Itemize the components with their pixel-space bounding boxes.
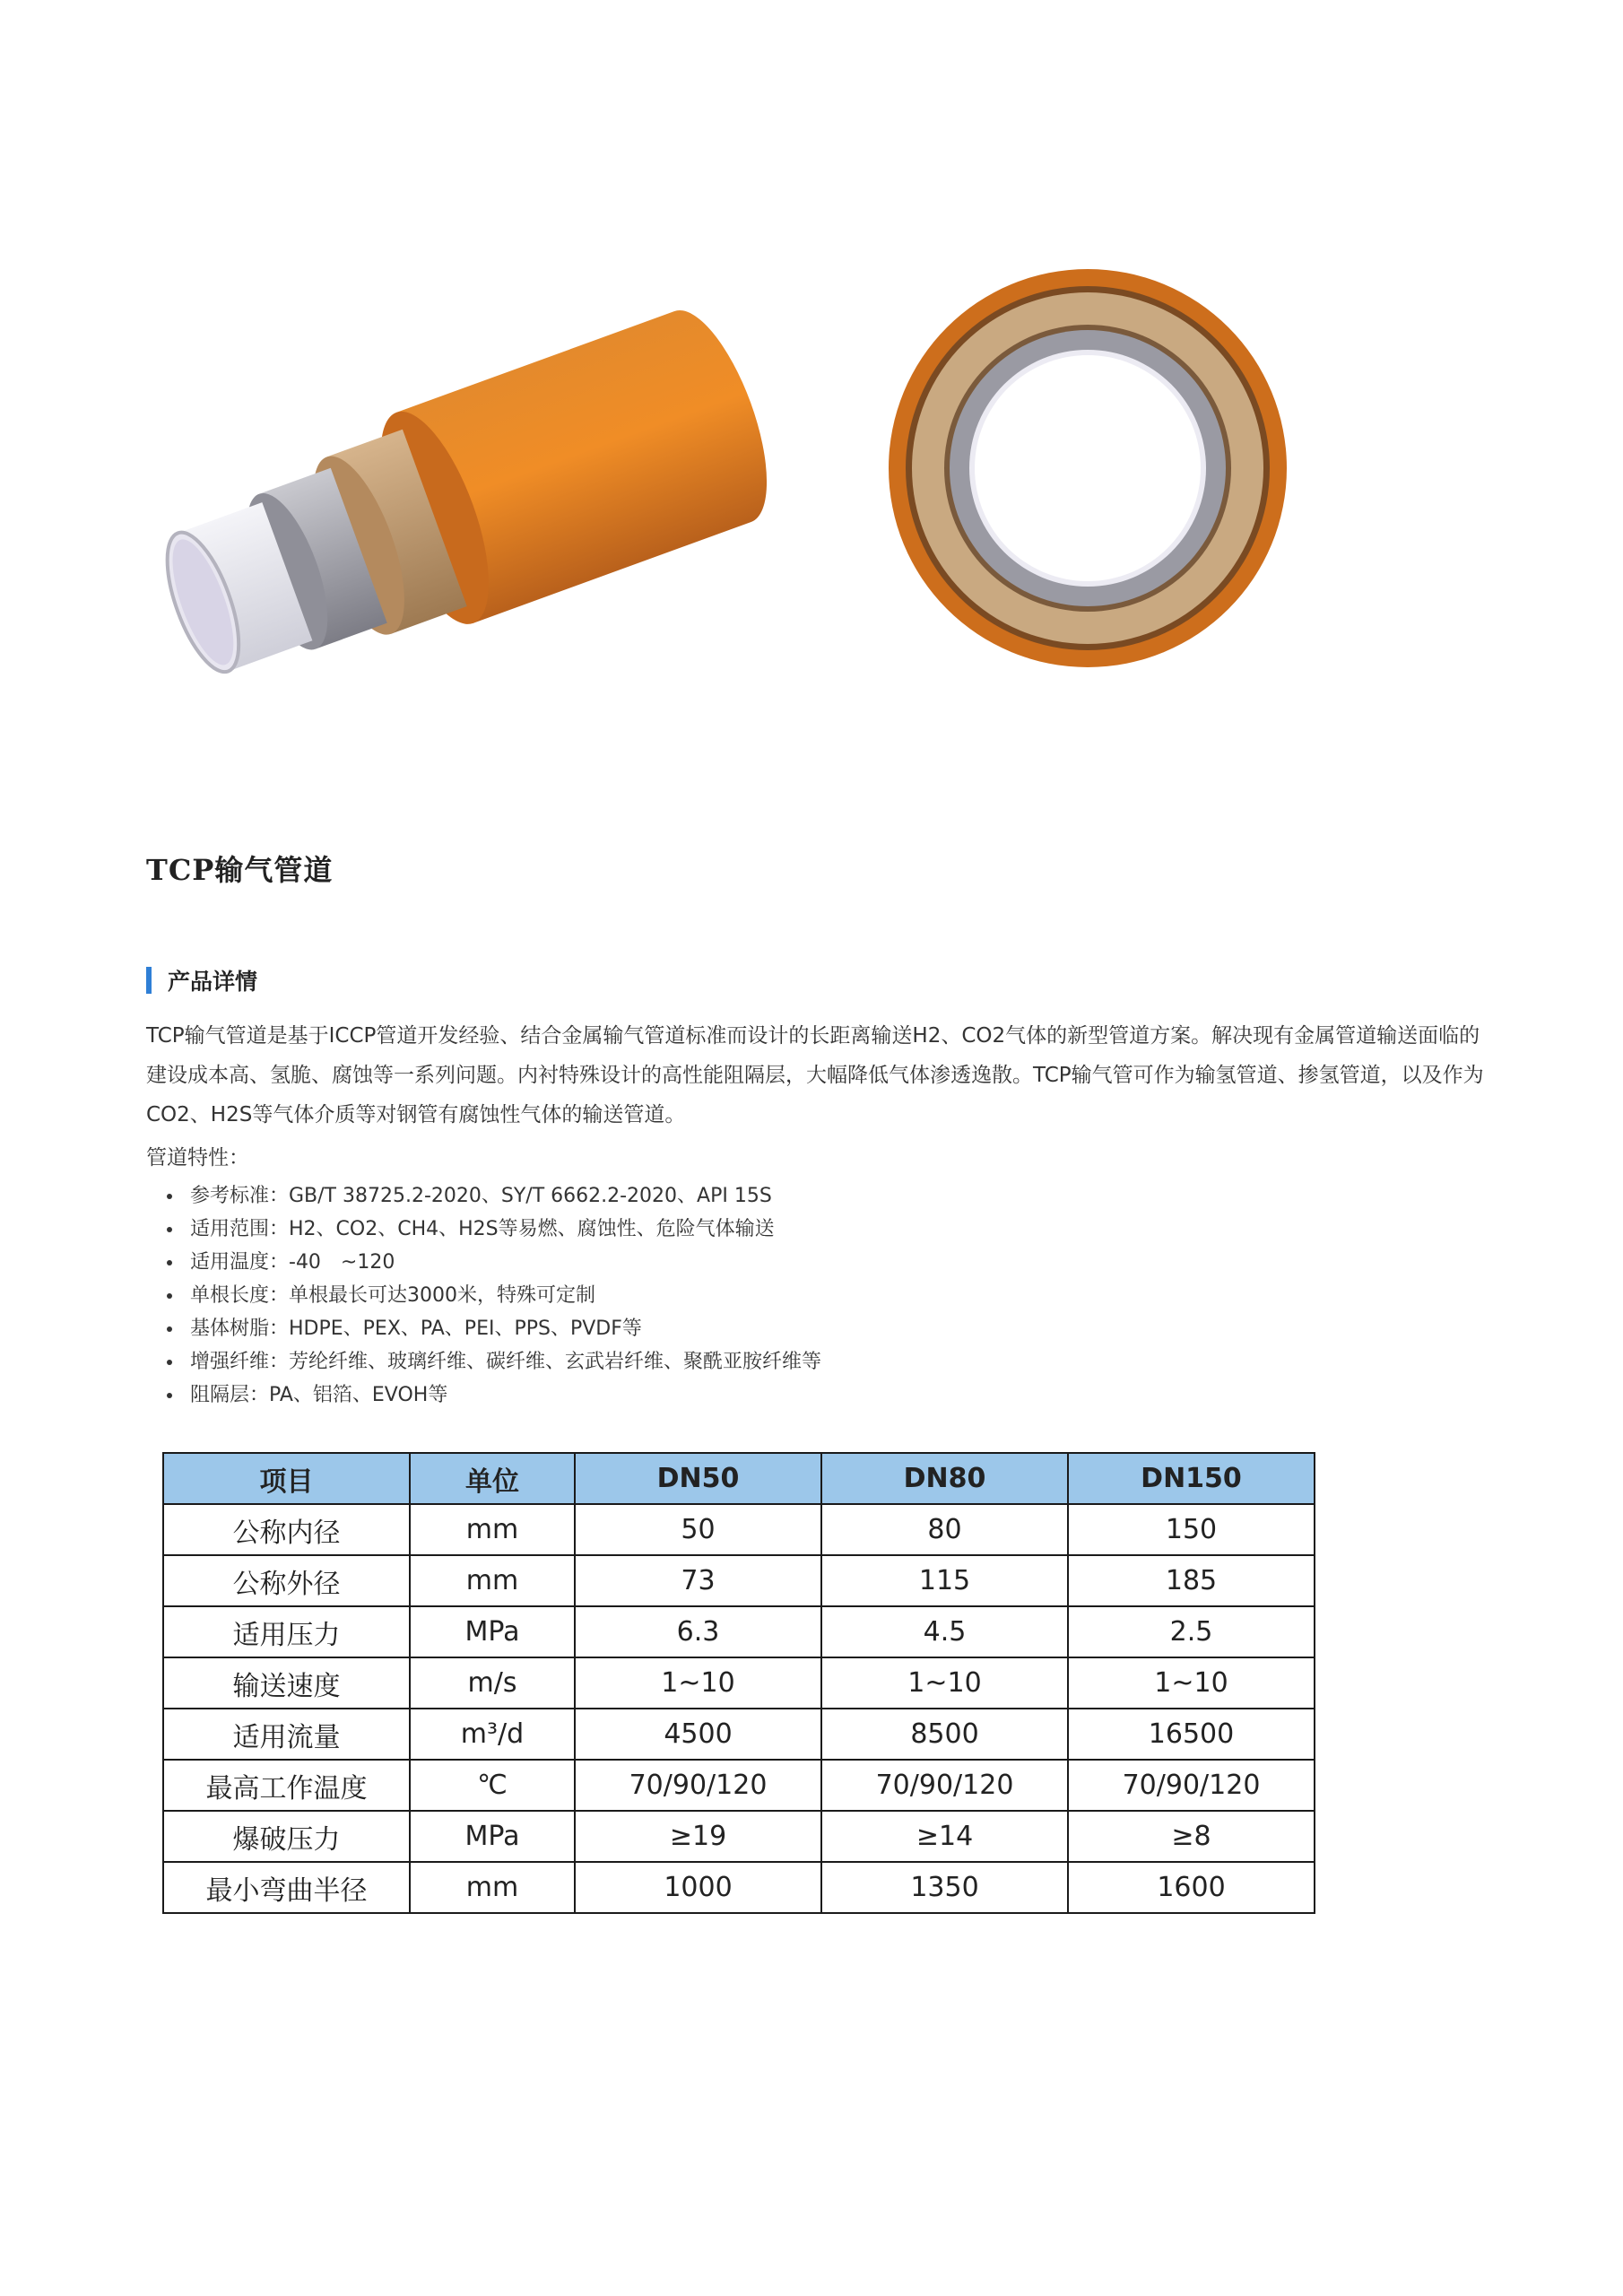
section-label: 产品详情 [168,969,258,995]
table-row [163,1862,1315,1913]
table-cell: MPa [410,1811,575,1862]
feature-item: 适用范围：H2、CO2、CH4、H2S等易燃、腐蚀性、危险气体输送 [158,1213,821,1246]
specs-table [162,1452,1315,1914]
bullet-icon [167,1194,172,1199]
feature-item: 基体树脂：HDPE、PEX、PA、PEI、PPS、PVDF等 [158,1312,821,1345]
table-cell: 4.5 [821,1606,1068,1657]
bullet-icon [167,1393,172,1398]
product-intro: TCP输气管道是基于ICCP管道开发经验、结合金属输气管道标准而设计的长距离输送H2、CO2气体的新型管道方案。解决现有金属管道输送面临的建设成本高、氢脆、腐蚀等一系列问题。内衬特殊设计的高性能阻隔层，大幅降低气体渗透逸散。TCP输气管可作为输氢管道、掺氢管道，以及作为CO2、H2S等气体介质等对钢管有腐蚀性气体的输送管道。 [146,1024,1484,1126]
table-cell: 1~10 [1068,1657,1315,1709]
table-cell: MPa [410,1606,575,1657]
table-cell: 16500 [1068,1709,1315,1760]
table-row [163,1504,1315,1555]
pipe-illustration [0,0,1623,807]
table-row [163,1657,1315,1709]
table-cell: mm [410,1504,575,1555]
table-cell: 50 [575,1504,821,1555]
table-cell: 最小弯曲半径 [163,1862,410,1913]
section-header [146,964,257,996]
table-cell: 185 [1068,1555,1315,1606]
table-cell: 115 [821,1555,1068,1606]
table-row [163,1606,1315,1657]
feature-item: 增强纤维：芳纶纤维、玻璃纤维、碳纤维、玄武岩纤维、聚酰亚胺纤维等 [158,1345,821,1378]
table-row [163,1811,1315,1862]
table-cell: 适用压力 [163,1606,410,1657]
table-cell: ≥8 [1068,1811,1315,1862]
table-cell: mm [410,1555,575,1606]
table-cell: 1~10 [821,1657,1068,1709]
table-header-cell: DN50 [575,1453,821,1504]
table-cell: 6.3 [575,1606,821,1657]
feature-item: 单根长度：单根最长可达3000米，特殊可定制 [158,1279,821,1312]
table-header-cell: 单位 [410,1453,575,1504]
table-row [163,1709,1315,1760]
table-cell: 8500 [821,1709,1068,1760]
table-cell: 70/90/120 [1068,1760,1315,1811]
table-cell: mm [410,1862,575,1913]
table-cell: 最高工作温度 [163,1760,410,1811]
table-cell: ≥19 [575,1811,821,1862]
feature-item: 适用温度：-40 ~120 [158,1246,821,1279]
table-cell: 80 [821,1504,1068,1555]
table-cell: 适用流量 [163,1709,410,1760]
table-cell: 公称外径 [163,1555,410,1606]
table-cell: ≥14 [821,1811,1068,1862]
pipe-side-view [139,298,788,717]
table-cell: m/s [410,1657,575,1709]
table-header-cell: DN80 [821,1453,1068,1504]
table-row [163,1760,1315,1811]
pipe-cross-section [889,269,1287,667]
bullet-icon [167,1260,172,1265]
table-header-row [163,1453,1315,1504]
table-header-cell: 项目 [163,1453,410,1504]
table-cell: 73 [575,1555,821,1606]
table-row [163,1555,1315,1606]
table-cell: 输送速度 [163,1657,410,1709]
features-list [158,1179,821,1412]
table-cell: 70/90/120 [575,1760,821,1811]
feature-item: 阻隔层：PA、铝箔、EVOH等 [158,1378,821,1412]
table-cell: 1600 [1068,1862,1315,1913]
table-cell: 4500 [575,1709,821,1760]
table-cell: 1000 [575,1862,821,1913]
table-cell: 2.5 [1068,1606,1315,1657]
bullet-icon [167,1360,172,1365]
bullet-icon [167,1326,172,1332]
table-cell: 150 [1068,1504,1315,1555]
bullet-icon [167,1227,172,1232]
table-header-cell: DN150 [1068,1453,1315,1504]
table-cell: 公称内径 [163,1504,410,1555]
table-cell: m³/d [410,1709,575,1760]
features-title: 管道特性： [146,1146,249,1170]
feature-item: 参考标准：GB/T 38725.2-2020、SY/T 6662.2-2020、API 15S [158,1179,821,1213]
section-accent-bar [146,967,152,994]
product-title: TCP输气管道 [146,853,334,887]
table-cell: 70/90/120 [821,1760,1068,1811]
table-cell: ℃ [410,1760,575,1811]
table-cell: 1~10 [575,1657,821,1709]
bullet-icon [167,1293,172,1299]
table-cell: 1350 [821,1862,1068,1913]
table-cell: 爆破压力 [163,1811,410,1862]
